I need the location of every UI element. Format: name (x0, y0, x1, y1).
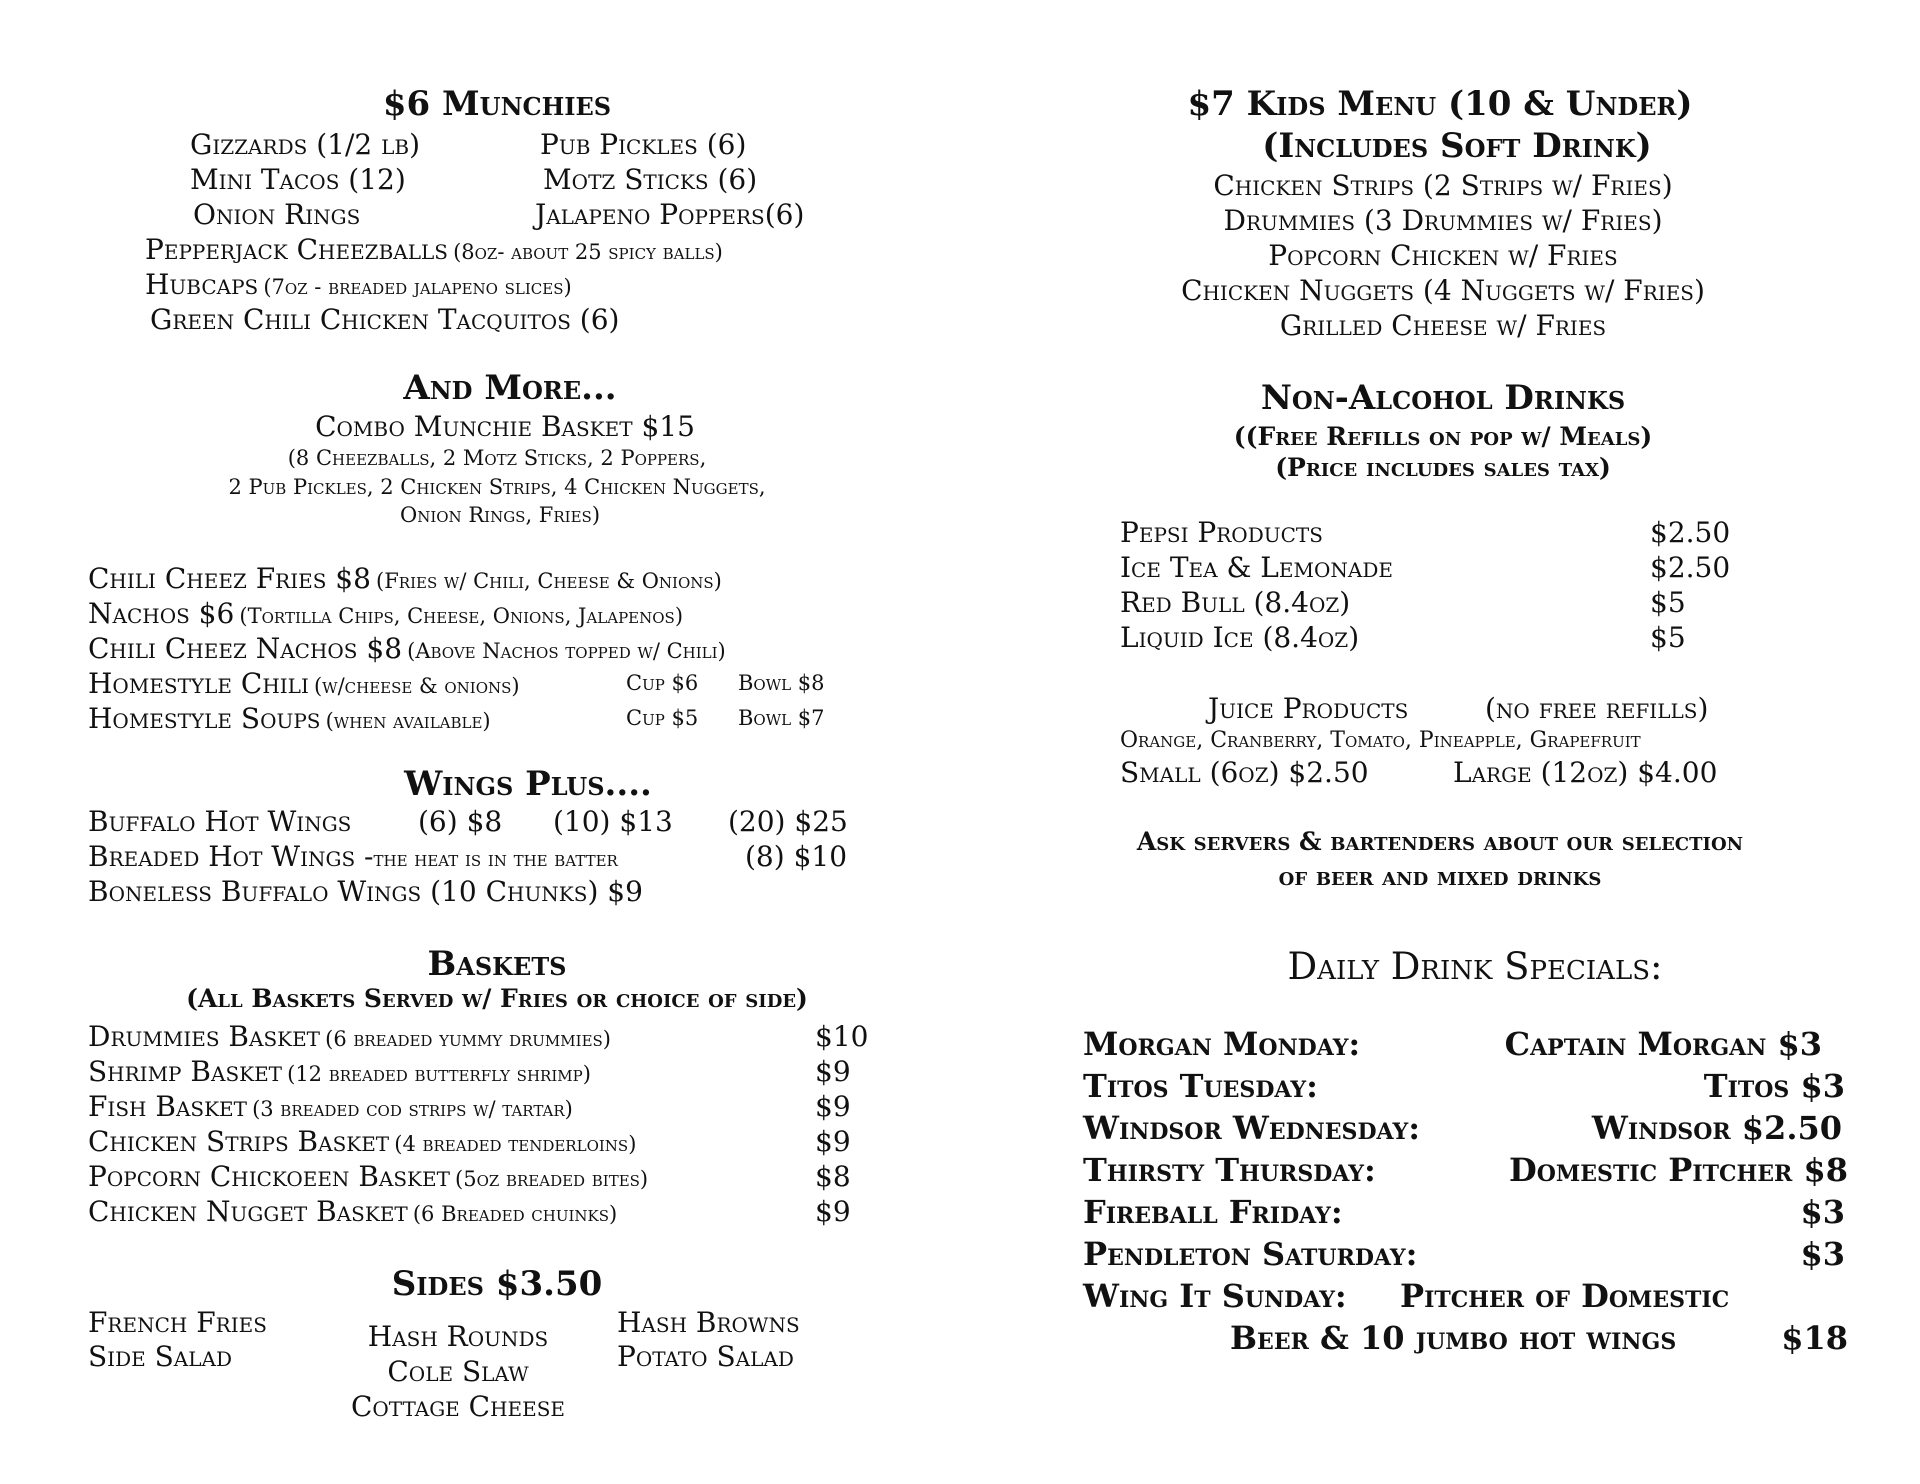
item-desc: (Tortilla Chips, Cheese, Onions, Jalapenos) (239, 604, 684, 628)
drinks-title: Non-Alcohol Drinks (1260, 378, 1626, 418)
special-deal: Pitcher of Domestic (1400, 1277, 1730, 1315)
kids-title: $7 Kids Menu (10 & Under) (1187, 84, 1693, 124)
menu-item-buffalo: Buffalo Hot Wings (88, 805, 352, 838)
menu-item-hubcaps (145, 268, 572, 301)
drink-item: Ice Tea & Lemonade (1120, 551, 1393, 584)
drink-item: Liquid Ice (8.4oz) (1120, 621, 1360, 654)
kids-subtitle: (Includes Soft Drink) (1262, 126, 1652, 166)
item-desc: (6 Breaded chuinks) (412, 1202, 618, 1226)
drink-item: Pepsi Products (1120, 516, 1323, 549)
item-desc: (w/cheese & onions) (313, 674, 520, 698)
menu-item-chili-nachos (88, 632, 726, 665)
item-price: $5 (1650, 621, 1686, 654)
item-desc: (8oz- about 25 spicy balls) (453, 240, 723, 264)
special-day: Wing It Sunday: (1083, 1277, 1347, 1315)
menu-item: Green Chili Chicken Tacquitos (6) (150, 303, 620, 336)
item-desc: (3 breaded cod strips w/ tartar) (252, 1097, 573, 1121)
menu-item: Motz Sticks (6) (543, 163, 758, 196)
sides-title: Sides $3.50 (391, 1264, 603, 1304)
drinks-note: ((Free Refills on pop w/ Meals) (1233, 422, 1653, 451)
item-price: $9 (815, 1125, 851, 1158)
item-price: $2.50 (1650, 516, 1731, 549)
combo-desc-line: Onion Rings, Fries) (399, 503, 601, 527)
menu-item: Mini Tacos (12) (190, 163, 406, 196)
side-item: Hash Rounds (367, 1320, 549, 1353)
combo-desc-line: (8 Cheezballs, 2 Motz Sticks, 2 Poppers, (287, 446, 707, 470)
baskets-title: Baskets (427, 944, 567, 984)
side-item: Side Salad (88, 1340, 233, 1373)
juice-price: Large (12oz) $4.00 (1453, 756, 1718, 789)
basket-item (88, 1195, 617, 1228)
item-name: Chili Cheez Nachos $8 (88, 632, 403, 665)
menu-item-boneless: Boneless Buffalo Wings (10 Chunks) $9 (88, 875, 643, 908)
item-desc: (Fries w/ Chili, Cheese & Onions) (376, 569, 722, 593)
menu-item-chili-fries (88, 562, 722, 595)
menu-item-breaded (88, 840, 618, 873)
side-item: French Fries (88, 1306, 267, 1339)
basket-item (88, 1020, 611, 1053)
item-name: Fish Basket (88, 1090, 247, 1123)
item-name: Chicken Nugget Basket (88, 1195, 408, 1228)
item-price: $2.50 (1650, 551, 1731, 584)
item-price: Bowl $8 (738, 671, 825, 695)
basket-item (88, 1090, 573, 1123)
menu-item-chili (88, 667, 520, 700)
menu-item-nachos (88, 597, 683, 630)
special-day: Thirsty Thursday: (1083, 1151, 1376, 1189)
more-title: And More... (403, 368, 617, 408)
item-name: Nachos $6 (88, 597, 235, 630)
special-day: Morgan Monday: (1083, 1025, 1361, 1063)
item-desc: (when available) (325, 709, 491, 733)
menu-item: Onion Rings (193, 198, 361, 231)
menu-item: Pub Pickles (6) (540, 128, 747, 161)
item-name: Chicken Strips Basket (88, 1125, 390, 1158)
item-desc: (7oz - breaded jalapeno slices) (263, 275, 572, 299)
item-name: Chili Cheez Fries $8 (88, 562, 371, 595)
kids-item: Chicken Strips (2 Strips w/ Fries) (1213, 169, 1673, 202)
juice-price: Small (6oz) $2.50 (1120, 756, 1369, 789)
item-price: $8 (815, 1160, 851, 1193)
item-name: Homestyle Soups (88, 702, 321, 735)
item-price: (6) $8 (418, 805, 503, 838)
item-price: (20) $25 (728, 805, 848, 838)
special-deal: Domestic Pitcher $8 (1509, 1151, 1848, 1189)
menu-item-soups (88, 702, 491, 735)
special-price: $18 (1781, 1319, 1848, 1357)
special-day: Titos Tuesday: (1083, 1067, 1318, 1105)
item-desc: (5oz breaded bites) (455, 1167, 649, 1191)
drink-item: Red Bull (8.4oz) (1120, 586, 1351, 619)
juice-item: Juice Products (1208, 692, 1409, 725)
item-desc: the heat is in the batter (373, 847, 618, 871)
item-name: Drummies Basket (88, 1020, 321, 1053)
menu-item: Jalapeno Poppers(6) (535, 198, 805, 231)
basket-item (88, 1055, 591, 1088)
combo-desc-line: 2 Pub Pickles, 2 Chicken Strips, 4 Chicken Nuggets, (228, 475, 766, 499)
item-desc: (Above Nachos topped w/ Chili) (407, 639, 726, 663)
ask-note: Ask servers & bartenders about our selection (1136, 827, 1744, 856)
combo-item: Combo Munchie Basket $15 (315, 410, 695, 443)
special-day: Fireball Friday: (1083, 1193, 1343, 1231)
baskets-subtitle: (All Baskets Served w/ Fries or choice of side) (186, 984, 808, 1013)
side-item: Cole Slaw (387, 1355, 529, 1388)
juice-note: (no free refills) (1485, 692, 1709, 725)
item-price: $9 (815, 1195, 851, 1228)
kids-item: Popcorn Chicken w/ Fries (1268, 239, 1618, 272)
drinks-note: (Price includes sales tax) (1275, 453, 1611, 482)
basket-item (88, 1160, 648, 1193)
special-day: Pendleton Saturday: (1083, 1235, 1418, 1273)
item-price: $5 (1650, 586, 1686, 619)
item-name: Pepperjack Cheezballs (145, 233, 448, 266)
special-deal: $3 (1800, 1235, 1845, 1273)
side-item: Cottage Cheese (350, 1390, 566, 1423)
wings-title: Wings Plus.... (404, 764, 652, 804)
item-desc: (6 breaded yummy drummies) (325, 1027, 611, 1051)
kids-item: Grilled Cheese w/ Fries (1279, 309, 1607, 342)
item-name: Homestyle Chili (88, 667, 309, 700)
specials-title: Daily Drink Specials: (1287, 945, 1663, 988)
side-item: Potato Salad (617, 1340, 794, 1373)
item-price: $9 (815, 1055, 851, 1088)
kids-item: Drummies (3 Drummies w/ Fries) (1223, 204, 1663, 237)
menu-item-pepperjack (145, 233, 723, 266)
special-deal: Titos $3 (1703, 1067, 1845, 1105)
special-deal: Beer & 10 jumbo hot wings (1230, 1319, 1677, 1357)
basket-item (88, 1125, 636, 1158)
special-deal: Windsor $2.50 (1591, 1109, 1842, 1147)
item-price: $10 (815, 1020, 869, 1053)
item-desc: (12 breaded butterfly shrimp) (287, 1062, 591, 1086)
item-name: Popcorn Chickoeen Basket (88, 1160, 450, 1193)
item-price: (10) $13 (553, 805, 673, 838)
special-deal: $3 (1800, 1193, 1845, 1231)
special-deal: Captain Morgan $3 (1504, 1025, 1822, 1063)
item-price: Bowl $7 (738, 706, 825, 730)
item-name: Shrimp Basket (88, 1055, 283, 1088)
item-price: $9 (815, 1090, 851, 1123)
side-item: Hash Browns (617, 1306, 800, 1339)
ask-note: of beer and mixed drinks (1278, 862, 1602, 891)
juice-list: Orange, Cranberry, Tomato, Pineapple, Grapefruit (1120, 728, 1641, 753)
munchies-title: $6 Munchies (382, 84, 612, 124)
menu-item: Gizzards (1/2 lb) (190, 128, 420, 161)
item-name: Hubcaps (145, 268, 259, 301)
item-price: Cup $5 (626, 706, 699, 730)
kids-item: Chicken Nuggets (4 Nuggets w/ Fries) (1181, 274, 1705, 307)
item-price: (8) $10 (745, 840, 848, 873)
item-price: Cup $6 (626, 671, 699, 695)
special-day: Windsor Wednesday: (1083, 1109, 1421, 1147)
item-desc: (4 breaded tenderloins) (394, 1132, 637, 1156)
item-name: Breaded Hot Wings - (88, 840, 374, 873)
